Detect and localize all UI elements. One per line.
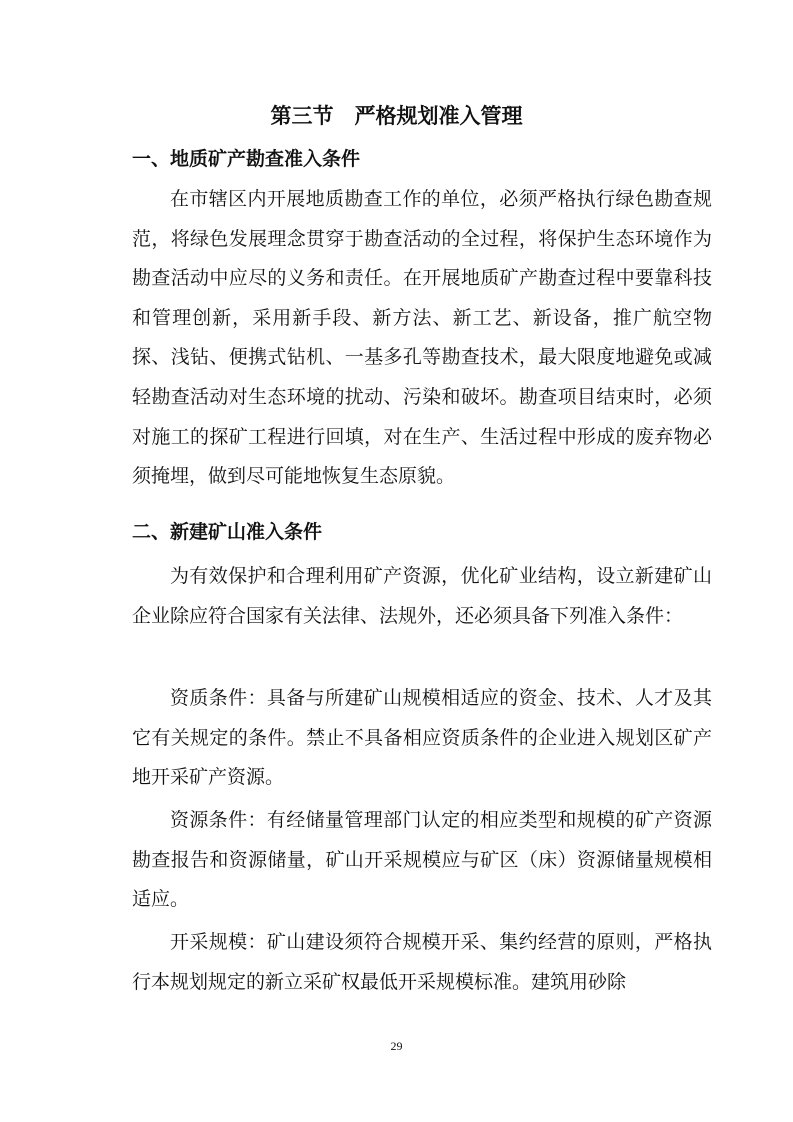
paragraph-mining-scale: 开采规模：矿山建设须符合规模开采、集约经营的原则，严格执行本规划规定的新立采矿权最低开采规模标准。建筑用砂除 <box>132 931 712 993</box>
paragraph-exploration: 在市辖区内开展地质勘查工作的单位，必须严格执行绿色勘查规范，将绿色发展理念贯穿于勘查活动的全过程，将保护生态环境作为勘查活动中应尽的义务和责任。在开展地质矿产勘查过程中要靠科技和管理创新，采用新手段、新方法、新工艺、新设备，推广航空物探、浅钻、便携式钻机、一基多孔等勘查技术，最大限度地避免或减轻勘查活动对生态环境的扰动、污染和破坏。勘查项目结束时，必须对施工的探矿工程进行回填，对在生产、生活过程中形成的废弃物必须掩埋，做到尽可能地恢复生态原貌。 <box>132 188 712 488</box>
page-number: 29 <box>390 1039 403 1053</box>
paragraph-new-mine-intro: 为有效保护和合理利用矿产资源，优化矿业结构，设立新建矿山企业除应符合国家有关法律、法规外，还必须具备下列准入条件： <box>132 565 712 627</box>
subsection-heading-new-mine: 二、新建矿山准入条件 <box>132 521 323 543</box>
paragraph-resource-conditions: 资源条件：有经储量管理部门认定的相应类型和规模的矿产资源勘查报告和资源储量，矿山开采规模应与矿区（床）资源储量规模相适应。 <box>132 809 712 911</box>
paragraph-qualification-conditions: 资质条件：具备与所建矿山规模相适应的资金、技术、人才及其它有关规定的条件。禁止不具备相应资质条件的企业进入规划区矿产地开采矿产资源。 <box>132 687 712 789</box>
section-title: 第三节 严格规划准入管理 <box>270 104 523 128</box>
subsection-heading-exploration: 一、地质矿产勘查准入条件 <box>132 148 361 170</box>
